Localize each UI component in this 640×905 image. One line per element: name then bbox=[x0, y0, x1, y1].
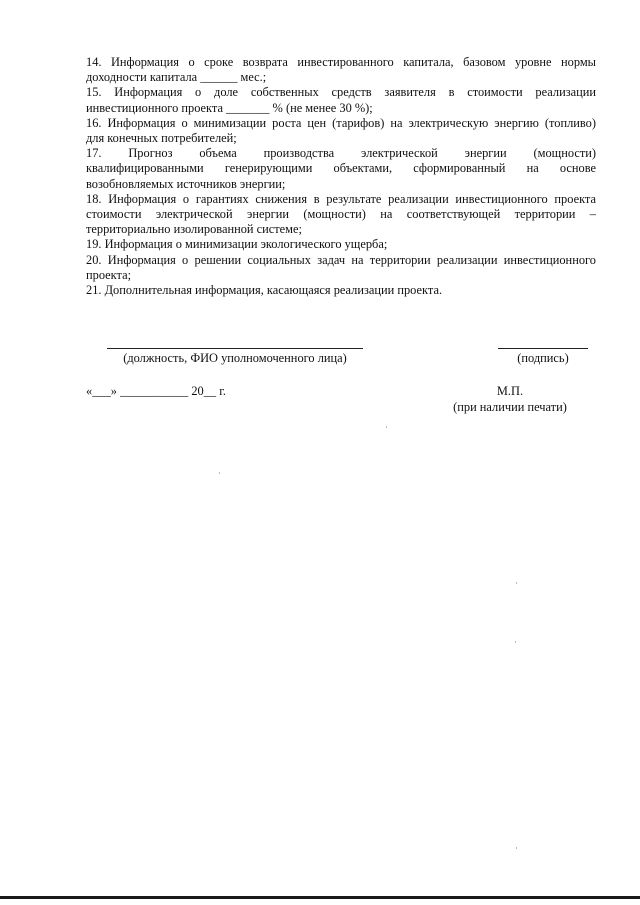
scan-bottom-edge bbox=[0, 896, 640, 899]
item-20-rest: проекта; bbox=[86, 267, 132, 282]
scan-speck bbox=[219, 472, 220, 474]
item-14 bbox=[86, 55, 596, 85]
stamp-label: М.П. bbox=[496, 384, 524, 398]
item-17-line2: квалифицированными генерирующими объектами, сформированный на основе bbox=[86, 161, 596, 176]
item-17-rest: возобновляемых источников энергии; bbox=[86, 176, 286, 191]
info-items-list bbox=[86, 55, 596, 298]
item-19 bbox=[86, 237, 596, 252]
item-17 bbox=[86, 146, 596, 192]
position-signature-line bbox=[107, 348, 363, 349]
scan-speck bbox=[516, 582, 517, 584]
scan-speck bbox=[516, 847, 517, 849]
item-19-rest: 19. Информация о минимизации экологического ущерба; bbox=[86, 237, 388, 252]
stamp-note: (при наличии печати) bbox=[453, 400, 567, 414]
date-placeholder: «___» ___________ 20__ г. bbox=[86, 384, 226, 398]
item-18-line2: стоимости электрической энергии (мощности) на соответствующей территории – bbox=[86, 207, 596, 222]
item-17-line1: 17. Прогноз объема производства электрической энергии (мощности) bbox=[86, 146, 596, 161]
item-18-line1: 18. Информация о гарантиях снижения в результате реализации инвестиционного проекта bbox=[86, 191, 596, 206]
sign-line bbox=[498, 348, 588, 349]
scan-speck bbox=[515, 641, 516, 643]
item-18 bbox=[86, 192, 596, 238]
item-15-rest: инвестиционного проекта _______ % (не менее 30 %); bbox=[86, 100, 373, 115]
scan-speck bbox=[386, 426, 387, 428]
item-15 bbox=[86, 85, 596, 115]
item-21 bbox=[86, 283, 596, 298]
item-16-rest: для конечных потребителей; bbox=[86, 131, 237, 146]
item-16 bbox=[86, 116, 596, 146]
sign-caption: (подпись) bbox=[517, 351, 569, 365]
item-20 bbox=[86, 253, 596, 283]
item-16-line1: 16. Информация о минимизации роста цен (тарифов) на электрическую энергию (топливо) bbox=[86, 115, 596, 130]
item-14-rest: доходности капитала ______ мес.; bbox=[86, 70, 267, 85]
item-14-line1: 14. Информация о сроке возврата инвестированного капитала, базовом уровне нормы bbox=[86, 55, 596, 69]
item-18-rest: территориально изолированной системе; bbox=[86, 222, 302, 237]
item-15-line1: 15. Информация о доле собственных средств заявителя в стоимости реализации bbox=[86, 85, 596, 100]
item-20-line1: 20. Информация о решении социальных задач на территории реализации инвестиционного bbox=[86, 252, 596, 267]
item-21-rest: 21. Дополнительная информация, касающаяся реализации проекта. bbox=[86, 283, 443, 298]
position-caption: (должность, ФИО уполномоченного лица) bbox=[123, 351, 347, 365]
